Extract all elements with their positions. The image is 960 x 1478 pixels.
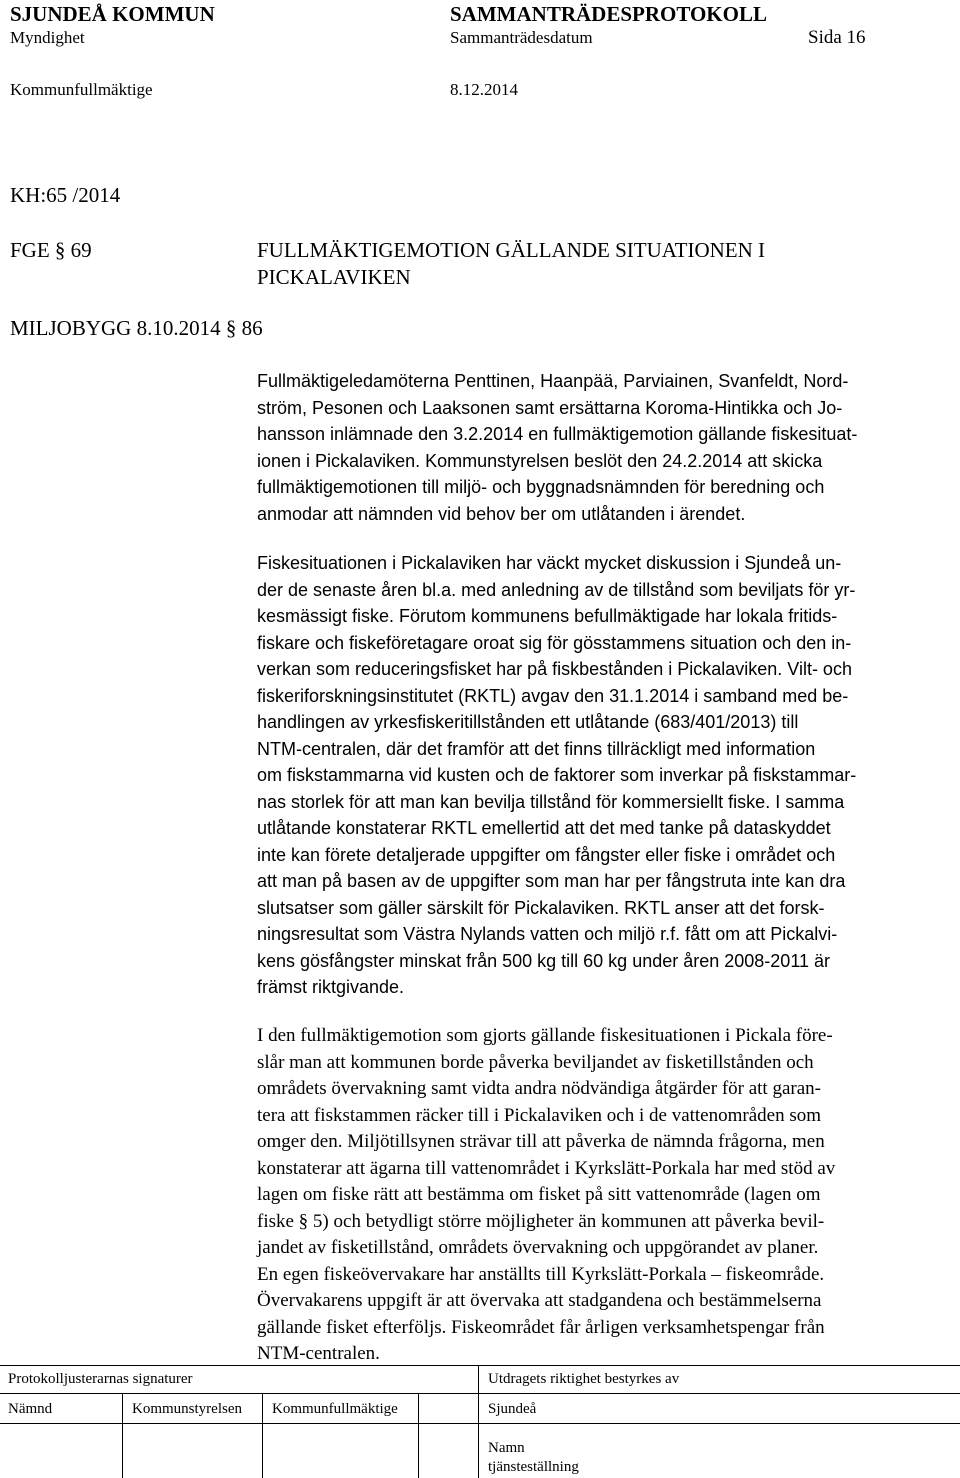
- text-line: anmodar att nämnden vid behov ber om utlåtanden i ärendet.: [257, 503, 746, 524]
- footer-mid-rule: [0, 1393, 960, 1394]
- text-line: tera att fiskstammen räcker till i Pickalaviken och i de vattenområden som: [257, 1104, 822, 1126]
- certify-label: Utdragets riktighet bestyrkes av: [488, 1371, 680, 1387]
- text-line: främst riktgivande.: [257, 977, 405, 997]
- text-line: konstaterar att ägarna till vattenområdet i Kyrkslätt-Porkala har med stöd av: [257, 1157, 836, 1179]
- text-line: slutsatser som gäller särskilt för Pickalaviken. RKTL anser att det forsk-: [257, 897, 825, 918]
- text-line: Övervakarens uppgift är att övervaka att stadgandena och bestämmelserna: [257, 1290, 822, 1311]
- fge-section: FGE § 69: [10, 238, 92, 262]
- paragraph-motion-intro: [257, 368, 937, 527]
- document-type: SAMMANTRÄDESPROTOKOLL: [450, 2, 767, 26]
- text-line: En egen fiskeövervakare har anställts till Kyrkslätt-Porkala – fiskeområde.: [257, 1263, 825, 1285]
- footer-col-sjundea: Sjundeå: [488, 1401, 537, 1417]
- footer-divider: [478, 1365, 479, 1478]
- authority-name: Kommunfullmäktige: [10, 80, 153, 99]
- text-line: verkan som reduceringsfisket har på fiskbestånden i Pickalaviken. Vilt- och: [257, 659, 852, 679]
- text-line: der de senaste åren bl.a. med anledning av de tillstånd som beviljats för yr-: [257, 579, 856, 600]
- organization-name: SJUNDEÅ KOMMUN: [10, 2, 215, 26]
- case-title-line-1: FULLMÄKTIGEMOTION GÄLLANDE SITUATIONEN I: [257, 238, 766, 262]
- footer-col-kommunfullmaktige: Kommunfullmäktige: [272, 1401, 398, 1417]
- text-line: I den fullmäktigemotion som gjorts gällande fiskesituationen i Pickala före-: [257, 1025, 833, 1046]
- text-line: att man på basen av de uppgifter som man har per fångstruta inte kan dra: [257, 871, 846, 891]
- text-line: slår man att kommunen borde påverka beviljandet av fisketillstånden och: [257, 1051, 814, 1073]
- authority-label: Myndighet: [10, 28, 85, 47]
- meeting-date-label: Sammanträdesdatum: [450, 28, 593, 47]
- text-line: kesmässigt fiske. Förutom kommunens befullmäktigade har lokala fritids-: [257, 606, 838, 626]
- text-line: NTM-centralen, där det framför att det finns tillräckligt med information: [257, 738, 816, 759]
- text-line: fullmäktigemotionen till miljö- och byggnadsnämnden för beredning och: [257, 477, 825, 497]
- text-line: omger den. Miljötillsynen strävar till att påverka de nämnda frågorna, men: [257, 1131, 825, 1152]
- text-line: fiskeriforskningsinstitutet (RKTL) avgav den 31.1.2014 i samband med be-: [257, 685, 849, 706]
- miljobygg-section: MILJOBYGG 8.10.2014 § 86: [10, 316, 263, 340]
- footer-col-kommunstyrelsen: Kommunstyrelsen: [132, 1401, 242, 1417]
- text-line: gällande fisket efterföljs. Fiskeområdet får årligen verksamhetspengar från: [257, 1316, 825, 1338]
- text-line: kens gösfångster minskat från 500 kg till 60 kg under åren 2008-2011 är: [257, 950, 831, 971]
- text-line: ionen i Pickalaviken. Kommunstyrelsen beslöt den 24.2.2014 att skicka: [257, 450, 823, 471]
- footer-col-namnd: Nämnd: [8, 1401, 53, 1417]
- text-line: fiskare och fiskeföretagare oroat sig för gösstammens situation och den in-: [257, 632, 852, 653]
- paragraph-motion-proposal: [257, 1023, 947, 1368]
- page-number: Sida 16: [808, 27, 866, 48]
- meeting-date: 8.12.2014: [450, 80, 518, 99]
- case-number: KH:65 /2014: [10, 183, 121, 207]
- text-line: Fullmäktigeledamöterna Penttinen, Haanpää, Parviainen, Svanfeldt, Nord-: [257, 371, 849, 391]
- text-line: hansson inlämnade den 3.2.2014 en fullmäktigemotion gällande fiskesituat-: [257, 424, 858, 444]
- text-line: nas storlek för att man kan bevilja tillstånd för kommersiellt fiske. I samma: [257, 791, 845, 812]
- text-line: områdets övervakning samt vidta andra nödvändiga åtgärder för att garan-: [257, 1078, 821, 1099]
- text-line: handlingen av yrkesfiskeritillstånden ett utlåtande (683/401/2013) till: [257, 712, 799, 732]
- footer-divider: [418, 1393, 419, 1478]
- text-line: NTM-centralen.: [257, 1343, 380, 1364]
- text-line: lagen om fiske rätt att bestämma om fisket på sitt vattenområde (lagen om: [257, 1184, 821, 1205]
- paragraph-fish-situation: [257, 550, 937, 1001]
- footer-lower-rule: [0, 1423, 960, 1424]
- footer-name-label: Namn: [488, 1440, 525, 1456]
- text-line: om fiskstammarna vid kusten och de faktorer som inverkar på fiskstammar-: [257, 765, 857, 785]
- case-title-line-2: PICKALAVIKEN: [257, 265, 411, 289]
- text-line: ningsresultat som Västra Nylands vatten och miljö r.f. fått om att Pickalvi-: [257, 924, 838, 944]
- footer-divider: [262, 1393, 263, 1478]
- text-line: Fiskesituationen i Pickalaviken har väckt mycket diskussion i Sjundeå un-: [257, 553, 842, 573]
- text-line: jandet av fisketillstånd, områdets övervakning och uppgörandet av planer.: [257, 1237, 819, 1258]
- text-line: fiske § 5) och betydligt större möjligheter än kommunen att påverka bevil-: [257, 1210, 825, 1232]
- footer-top-rule: [0, 1365, 960, 1366]
- signatures-label: Protokolljusterarnas signaturer: [8, 1371, 193, 1387]
- text-line: utlåtande konstaterar RKTL emellertid att det med tanke på dataskyddet: [257, 818, 831, 838]
- text-line: ström, Pesonen och Laaksonen samt ersättarna Koroma-Hintikka och Jo-: [257, 397, 843, 418]
- footer-position-label: tjänsteställning: [488, 1459, 579, 1475]
- footer-divider: [122, 1393, 123, 1478]
- text-line: inte kan förete detaljerade uppgifter om fångster eller fiske i området och: [257, 844, 836, 865]
